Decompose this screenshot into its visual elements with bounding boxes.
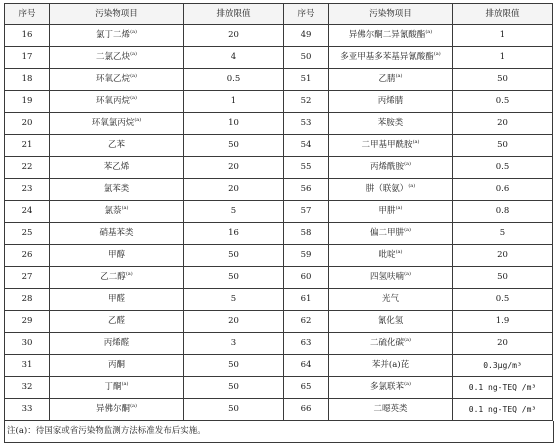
- seq-cell: [284, 25, 329, 47]
- pollutant-limits-table: [4, 3, 553, 421]
- limit-cell: [453, 113, 553, 135]
- limit-cell-text: 0.5: [495, 162, 510, 172]
- pollutant-cell: [50, 47, 184, 69]
- table-row: [5, 201, 553, 223]
- pollutant-cell: [329, 311, 453, 333]
- pollutant-cell: [50, 25, 184, 47]
- seq-cell-text: 63: [300, 338, 312, 348]
- limit-cell-text: 20: [497, 250, 508, 260]
- seq-cell: [284, 267, 329, 289]
- seq-cell: [5, 91, 50, 113]
- pollutant-cell: [50, 289, 184, 311]
- pollutant-cell-text: 甲醇: [107, 250, 125, 260]
- limit-cell-text: 50: [228, 382, 239, 392]
- footnote-marker: (a): [408, 183, 416, 189]
- limit-cell: [184, 223, 284, 245]
- limit-cell-text: 1.9: [495, 316, 510, 326]
- limit-cell: [453, 333, 553, 355]
- pollutant-cell: [329, 245, 453, 267]
- table-row: [5, 289, 553, 311]
- seq-cell: [284, 223, 329, 245]
- seq-cell-text: 65: [300, 382, 312, 392]
- limit-cell: [184, 157, 284, 179]
- header-seq-left: 序号: [5, 4, 50, 25]
- limit-cell: [453, 157, 553, 179]
- pollutant-cell-text: 肼（联氨）: [365, 184, 409, 194]
- limit-cell: [453, 69, 553, 91]
- footnote-marker: (a): [404, 227, 411, 233]
- limit-cell-text: 20: [497, 118, 508, 128]
- pollutant-cell: [50, 179, 184, 201]
- pollutant-cell: [50, 91, 184, 113]
- seq-cell: [5, 223, 50, 245]
- pollutant-cell-text: 乙醛: [107, 316, 125, 326]
- limit-cell-text: 50: [228, 140, 239, 150]
- seq-cell-text: 49: [300, 30, 312, 40]
- pollutant-cell: [329, 377, 453, 399]
- limit-cell: [453, 311, 553, 333]
- limit-cell: [184, 377, 284, 399]
- pollutant-cell: [329, 91, 453, 113]
- header-seq-right: 序号: [284, 4, 329, 25]
- footnote-marker: (a): [404, 271, 411, 277]
- table-row: [5, 69, 553, 91]
- limit-cell: [184, 267, 284, 289]
- pollutant-cell: [50, 201, 184, 223]
- limit-cell-text: 3: [230, 338, 237, 348]
- pollutant-cell-text: 多亚甲基多苯基异氰酸酯: [340, 52, 434, 62]
- seq-cell-text: 25: [21, 228, 33, 238]
- seq-cell: [284, 157, 329, 179]
- seq-cell: [284, 289, 329, 311]
- table-row: [5, 135, 553, 157]
- pollutant-cell: [329, 355, 453, 377]
- footnote-marker: (a): [130, 95, 137, 101]
- pollutant-cell-text: 丙烯腈: [377, 96, 404, 106]
- limit-cell-text: 0.8: [495, 206, 510, 216]
- pollutant-cell: [329, 25, 453, 47]
- seq-cell: [284, 333, 329, 355]
- limit-cell-text: 20: [228, 316, 239, 326]
- table-row: [5, 333, 553, 355]
- pollutant-cell-text: 乙腈: [378, 74, 396, 84]
- footnote: 注(a)：待国家或省污染物监测方法标准发布后实施。: [4, 421, 554, 443]
- seq-cell: [5, 157, 50, 179]
- pollutant-cell-text: 二硫化碳: [370, 338, 405, 348]
- seq-cell: [284, 355, 329, 377]
- seq-cell-text: 52: [300, 96, 312, 106]
- limit-cell-text: 5: [230, 206, 237, 216]
- seq-cell: [5, 267, 50, 289]
- seq-cell: [5, 245, 50, 267]
- pollutant-cell: [50, 377, 184, 399]
- pollutant-cell-text: 氯丁二烯: [96, 30, 131, 40]
- table-row: [5, 377, 553, 399]
- limit-cell-text: 0.5: [495, 294, 510, 304]
- limit-cell: [453, 355, 553, 377]
- limit-cell: [453, 201, 553, 223]
- footnote-marker: (a): [404, 381, 411, 387]
- pollutant-cell: [329, 47, 453, 69]
- pollutant-cell-text: 环氧丙烷: [96, 96, 131, 106]
- pollutant-cell-text: 氯萘: [104, 206, 122, 216]
- limit-cell-text: 0.1 ng-TEQ /m³: [468, 382, 537, 392]
- pollutant-cell: [50, 311, 184, 333]
- limit-cell: [184, 355, 284, 377]
- pollutant-cell: [329, 267, 453, 289]
- seq-cell-text: 58: [300, 228, 312, 238]
- seq-cell-text: 61: [300, 294, 312, 304]
- pollutant-cell: [50, 333, 184, 355]
- seq-cell-text: 57: [300, 206, 312, 216]
- limit-cell: [453, 267, 553, 289]
- pollutant-cell: [329, 113, 453, 135]
- footnote-marker: (a): [395, 205, 403, 211]
- limit-cell: [184, 289, 284, 311]
- seq-cell: [284, 245, 329, 267]
- seq-cell: [5, 201, 50, 223]
- pollutant-cell-text: 丁酮: [104, 382, 122, 392]
- limit-cell: [453, 91, 553, 113]
- footnote-marker: (a): [134, 117, 142, 123]
- table-row: [5, 47, 553, 69]
- pollutant-cell: [50, 135, 184, 157]
- seq-cell-text: 31: [21, 360, 33, 370]
- limit-cell-text: 50: [228, 272, 239, 282]
- seq-cell: [284, 179, 329, 201]
- limit-cell-text: 16: [228, 228, 239, 238]
- seq-cell-text: 54: [300, 140, 312, 150]
- limit-cell: [453, 135, 553, 157]
- limit-cell-text: 50: [228, 404, 239, 414]
- seq-cell-text: 51: [300, 74, 312, 84]
- limit-cell: [184, 135, 284, 157]
- footnote-marker: (a): [404, 337, 411, 343]
- footnote-marker: (a): [404, 161, 411, 167]
- pollutant-cell: [50, 69, 184, 91]
- limit-cell-text: 50: [228, 360, 239, 370]
- footnote-marker: (a): [130, 51, 137, 57]
- limit-cell-text: 0.3μg/m³: [483, 360, 522, 370]
- limit-cell: [453, 47, 553, 69]
- table-row: [5, 91, 553, 113]
- seq-cell-text: 64: [300, 360, 312, 370]
- pollutant-cell: [329, 333, 453, 355]
- pollutant-cell: [329, 201, 453, 223]
- pollutant-cell-text: 丙酮: [107, 360, 125, 370]
- limit-cell: [184, 113, 284, 135]
- pollutant-cell-text: 苯乙烯: [103, 162, 130, 172]
- seq-cell: [5, 355, 50, 377]
- table-row: [5, 245, 553, 267]
- table-row: [5, 113, 553, 135]
- header-limit-left: 排放限值: [184, 4, 284, 25]
- seq-cell-text: 17: [21, 52, 33, 62]
- limit-cell-text: 1: [230, 96, 237, 106]
- limit-cell-text: 20: [228, 162, 239, 172]
- limit-cell: [453, 289, 553, 311]
- footnote-marker: (a): [130, 403, 137, 409]
- footnote-marker: (a): [395, 249, 403, 255]
- pollutant-cell-text: 吡啶: [378, 250, 396, 260]
- pollutant-cell: [329, 399, 453, 421]
- seq-cell: [284, 91, 329, 113]
- pollutant-cell: [329, 179, 453, 201]
- pollutant-cell-text: 光气: [381, 294, 399, 304]
- pollutant-cell-text: 环氧氯丙烷: [91, 118, 135, 128]
- limit-cell-text: 0.5: [226, 74, 241, 84]
- pollutant-cell: [50, 113, 184, 135]
- limit-cell: [184, 201, 284, 223]
- limit-cell-text: 50: [228, 250, 239, 260]
- table-row: [5, 157, 553, 179]
- seq-cell-text: 24: [21, 206, 33, 216]
- limit-cell: [184, 399, 284, 421]
- seq-cell: [284, 399, 329, 421]
- pollutant-cell-text: 甲醛: [107, 294, 125, 304]
- footnote-marker: (a): [125, 271, 133, 277]
- limit-cell-text: 1: [499, 52, 506, 62]
- footnote-marker: (a): [130, 73, 137, 79]
- limit-cell-text: 1: [499, 30, 506, 40]
- pollutant-cell: [50, 245, 184, 267]
- seq-cell: [5, 289, 50, 311]
- limit-cell-text: 0.6: [495, 184, 510, 194]
- pollutant-cell: [50, 399, 184, 421]
- pollutant-cell-text: 二氯乙炔: [96, 52, 131, 62]
- seq-cell: [5, 47, 50, 69]
- pollutant-cell-text: 苯胺类: [377, 118, 404, 128]
- limit-cell-text: 4: [230, 52, 237, 62]
- seq-cell-text: 29: [21, 316, 33, 326]
- table-row: [5, 399, 553, 421]
- seq-cell-text: 26: [21, 250, 33, 260]
- footnote-marker: (a): [433, 51, 441, 57]
- pollutant-cell: [50, 267, 184, 289]
- limit-cell-text: 5: [499, 228, 506, 238]
- pollutant-cell-text: 苯并(a)芘: [371, 360, 410, 370]
- seq-cell-text: 30: [21, 338, 33, 348]
- pollutant-cell-text: 甲肼: [378, 206, 396, 216]
- seq-cell-text: 55: [300, 162, 312, 172]
- limit-cell-text: 20: [228, 184, 239, 194]
- table-row: [5, 179, 553, 201]
- seq-cell: [5, 333, 50, 355]
- limit-cell-text: 20: [497, 338, 508, 348]
- pollutant-cell-text: 四氢呋喃: [370, 272, 405, 282]
- limit-cell: [453, 223, 553, 245]
- table-header-row: [5, 4, 553, 25]
- seq-cell-text: 60: [300, 272, 312, 282]
- limit-cell: [453, 377, 553, 399]
- seq-cell: [284, 113, 329, 135]
- seq-cell-text: 50: [300, 52, 312, 62]
- pollutant-cell-text: 多氯联苯: [370, 382, 405, 392]
- table-row: [5, 355, 553, 377]
- limit-cell: [184, 311, 284, 333]
- footnote-marker: (a): [121, 205, 129, 211]
- seq-cell-text: 20: [21, 118, 33, 128]
- table-body: [5, 25, 553, 421]
- limit-cell: [184, 47, 284, 69]
- limit-cell: [184, 179, 284, 201]
- limit-cell-text: 0.5: [495, 96, 510, 106]
- seq-cell-text: 21: [21, 140, 33, 150]
- pollutant-cell-text: 丙烯酰胺: [370, 162, 405, 172]
- limit-cell: [184, 245, 284, 267]
- seq-cell-text: 16: [21, 30, 33, 40]
- table-row: [5, 267, 553, 289]
- seq-cell-text: 32: [21, 382, 33, 392]
- pollutant-cell-text: 异佛尔酮二异氰酸酯: [348, 30, 426, 40]
- pollutant-cell-text: 乙苯: [107, 140, 125, 150]
- pollutant-cell-text: 丙烯醛: [103, 338, 130, 348]
- seq-cell-text: 22: [21, 162, 33, 172]
- seq-cell: [5, 377, 50, 399]
- seq-cell: [5, 135, 50, 157]
- pollutant-cell: [329, 69, 453, 91]
- pollutant-cell-text: 氯苯类: [103, 184, 130, 194]
- header-pollutant-left: 污染物项目: [50, 4, 184, 25]
- seq-cell-text: 28: [21, 294, 33, 304]
- footnote-marker: (a): [395, 73, 403, 79]
- limit-cell: [453, 399, 553, 421]
- seq-cell-text: 23: [21, 184, 33, 194]
- seq-cell-text: 33: [21, 404, 33, 414]
- seq-cell: [284, 201, 329, 223]
- seq-cell-text: 66: [300, 404, 312, 414]
- seq-cell: [5, 311, 50, 333]
- seq-cell: [284, 47, 329, 69]
- pollutant-cell-text: 环氧乙烷: [96, 74, 131, 84]
- limit-cell-text: 5: [230, 294, 237, 304]
- seq-cell: [5, 399, 50, 421]
- pollutant-cell-text: 硝基苯类: [99, 228, 134, 238]
- seq-cell-text: 53: [300, 118, 312, 128]
- seq-cell-text: 27: [21, 272, 33, 282]
- pollutant-cell: [329, 135, 453, 157]
- table-row: [5, 25, 553, 47]
- pollutant-cell-text: 异佛尔酮: [96, 404, 131, 414]
- limit-cell-text: 50: [497, 140, 508, 150]
- table-row: [5, 223, 553, 245]
- limit-cell: [453, 25, 553, 47]
- limit-cell-text: 50: [497, 74, 508, 84]
- seq-cell: [284, 135, 329, 157]
- seq-cell-text: 56: [300, 184, 312, 194]
- pollutant-limits-table-wrapper: [4, 3, 552, 443]
- limit-cell-text: 10: [228, 118, 239, 128]
- limit-cell-text: 0.1 ng-TEQ /m³: [468, 404, 537, 414]
- pollutant-cell: [329, 289, 453, 311]
- header-pollutant-right: 污染物项目: [329, 4, 453, 25]
- pollutant-cell: [329, 223, 453, 245]
- limit-cell-text: 50: [497, 272, 508, 282]
- table-row: [5, 311, 553, 333]
- pollutant-cell-text: 氰化氢: [377, 316, 404, 326]
- seq-cell-text: 18: [21, 74, 33, 84]
- pollutant-cell-text: 二噁英类: [373, 404, 408, 414]
- pollutant-cell: [329, 157, 453, 179]
- limit-cell-text: 20: [228, 30, 239, 40]
- seq-cell: [5, 113, 50, 135]
- pollutant-cell-text: 乙二醇: [100, 272, 126, 282]
- limit-cell: [453, 179, 553, 201]
- pollutant-cell: [50, 355, 184, 377]
- limit-cell: [184, 25, 284, 47]
- limit-cell: [184, 69, 284, 91]
- footnote-marker: (a): [130, 29, 137, 35]
- pollutant-cell: [50, 223, 184, 245]
- seq-cell: [284, 69, 329, 91]
- seq-cell-text: 59: [300, 250, 312, 260]
- seq-cell: [5, 69, 50, 91]
- seq-cell: [5, 179, 50, 201]
- seq-cell-text: 62: [300, 316, 312, 326]
- header-limit-right: 排放限值: [453, 4, 553, 25]
- footnote-marker: (a): [412, 139, 420, 145]
- limit-cell: [453, 245, 553, 267]
- pollutant-cell-text: 二甲基甲酰胺: [361, 140, 413, 150]
- limit-cell: [184, 333, 284, 355]
- seq-cell: [5, 25, 50, 47]
- footnote-marker: (a): [121, 381, 129, 387]
- seq-cell: [284, 311, 329, 333]
- seq-cell-text: 19: [21, 96, 33, 106]
- pollutant-cell: [50, 157, 184, 179]
- limit-cell: [184, 91, 284, 113]
- footnote-marker: (a): [425, 29, 433, 35]
- pollutant-cell-text: 偏二甲肼: [370, 228, 405, 238]
- seq-cell: [284, 377, 329, 399]
